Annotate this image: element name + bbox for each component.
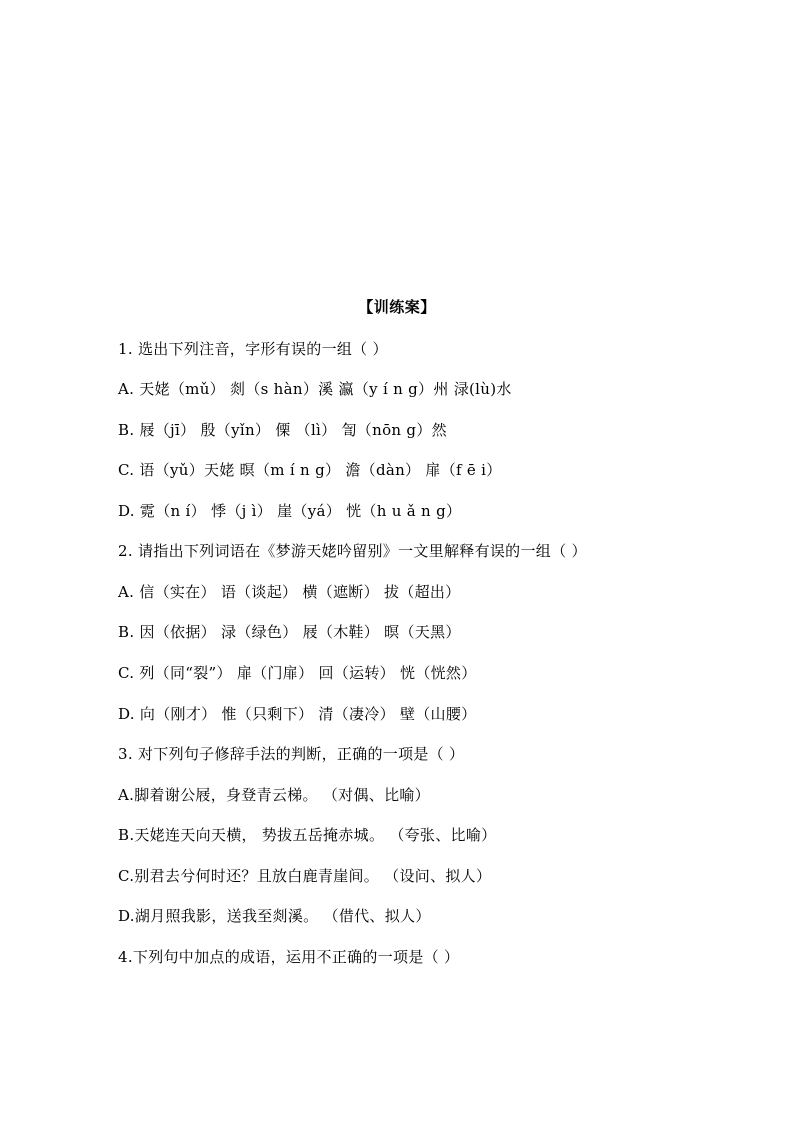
question-3-stem: 3. 对下列句子修辞手法的判断，正确的一项是（ ） [118,745,465,763]
question-1-option-a: A. 天姥（mǔ） 剡（s hàn）溪 瀛（y í n g）州 渌(lù)水 [118,380,512,398]
question-2-option-d: D. 向（刚才） 惟（只剩下） 清（凄冷） 壁（山腰） [118,705,477,723]
section-title: 【训练案】 [358,298,436,316]
question-3-option-c: C.别君去兮何时还？且放白鹿青崖间。 （设问、拟人） [118,867,492,885]
question-3-option-d: D.湖月照我影，送我至剡溪。 （借代、拟人） [118,907,431,925]
question-1-option-d: D. 霓（n í） 悸（j ì） 崖（yá） 恍（h u ǎ n g） [118,502,462,520]
question-2-option-b: B. 因（依据） 渌（绿色） 屐（木鞋） 暝（天黑） [118,623,461,641]
question-4-stem: 4.下列句中加点的成语，运用不正确的一项是（ ） [118,948,460,966]
question-3-option-a: A.脚着谢公屐，身登青云梯。 （对偶、比喻） [118,786,430,804]
question-1-option-b: B. 屐（jī） 殷（yǐn） 傈 （lì） 訇（nōn g）然 [118,421,447,439]
question-2-option-a: A. 信（实在） 语（谈起） 横（遮断） 拔（超出） [118,583,461,601]
question-1-option-c: C. 语（yǔ）天姥 暝（m í n g） 澹（dàn） 扉（f ē i） [118,461,502,479]
question-2-option-c: C. 列（同“裂”） 扉（门扉） 回（运转） 恍（恍然） [118,664,477,682]
question-3-option-b: B.天姥连天向天横， 势拔五岳掩赤城。 （夸张、比喻） [118,826,497,844]
question-2-stem: 2. 请指出下列词语在《梦游天姥吟留别》一文里解释有误的一组（ ） [118,542,587,560]
question-1-stem: 1. 选出下列注音，字形有误的一组（ ） [118,340,388,358]
